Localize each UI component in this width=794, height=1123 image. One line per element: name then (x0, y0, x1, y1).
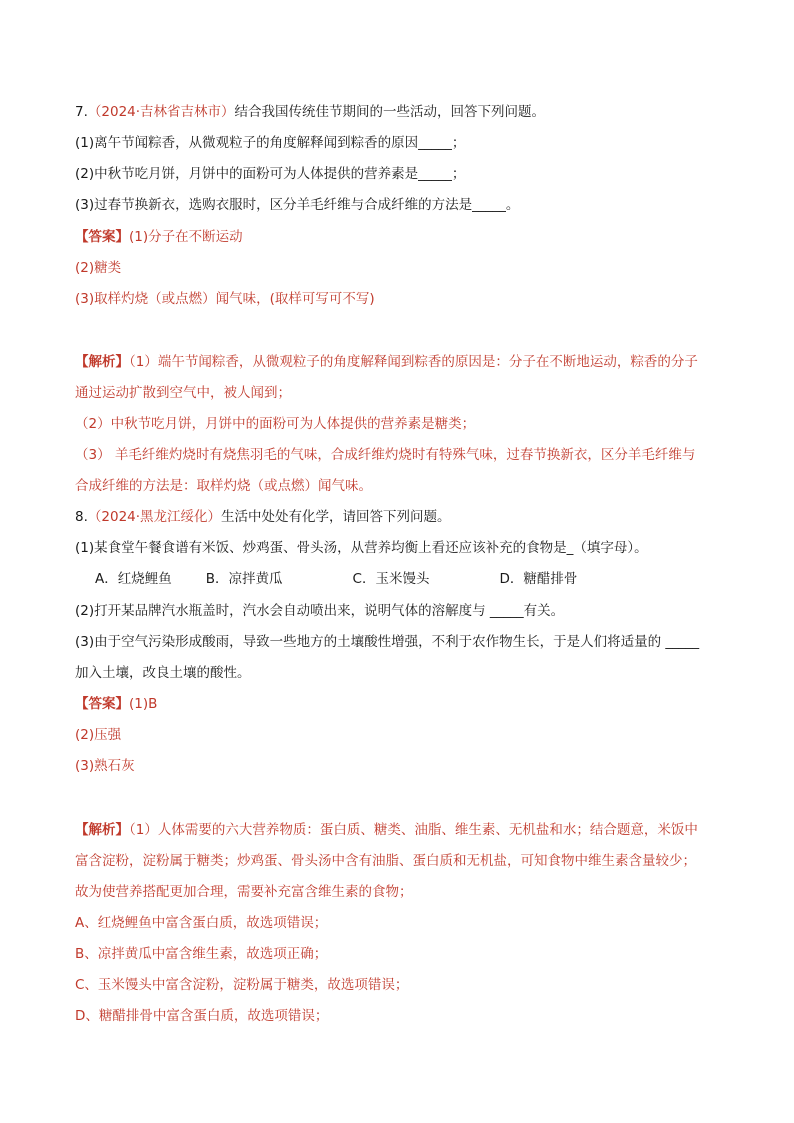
q7-analysis1b: 通过运动扩散到空气中，被人闻到； (75, 385, 291, 401)
q7-analysis3b: 合成纤维的方法是：取样灼烧（或点燃）闻气味。 (75, 478, 372, 494)
q8-source: （2024·黑龙江绥化） (87, 509, 222, 525)
q7-analysis2: （2）中秋节吃月饼，月饼中的面粉可为人体提供的营养素是糖类； (75, 416, 476, 432)
q8-analysis-option-c: C、玉米馒头中富含淀粉，淀粉属于糖类，故选项错误； (75, 977, 409, 993)
q7-part3: (3)过春节换新衣，选购衣服时，区分羊毛纤维与合成纤维的方法是_____。 (75, 197, 520, 213)
q8-number: 8. (75, 509, 88, 525)
q8-option-a: A．红烧鲤鱼 (95, 571, 172, 587)
q8-part3b: 加入土壤，改良土壤的酸性。 (75, 665, 251, 681)
q8-analysis-tag: 【解析】 (75, 822, 129, 838)
q7-answer3: (3)取样灼烧（或点燃）闻气味，(取样可写可不写) (75, 291, 375, 307)
q8-part2: (2)打开某品牌汽水瓶盖时，汽水会自动喷出来，说明气体的溶解度与 _____有关。 (75, 603, 565, 619)
q8-options (95, 570, 611, 590)
q8-analysis-option-d: D、糖醋排骨中富含蛋白质，故选项错误； (75, 1008, 329, 1024)
q8-stem: 生活中处处有化学，请回答下列问题。 (221, 509, 451, 525)
q8-answer-tag: 【答案】 (75, 696, 129, 712)
q7-analysis-line1 (75, 353, 698, 373)
q8-option-b: B．凉拌黄瓜 (205, 571, 283, 587)
q8-answer-line1 (75, 695, 157, 715)
q8-analysis-line1 (75, 821, 698, 841)
q7-stem: 结合我国传统佳节期间的一些活动，回答下列问题。 (234, 104, 546, 120)
q8-answer2: (2)压强 (75, 727, 122, 743)
q8-header (75, 508, 451, 528)
q7-answer1: (1)分子在不断运动 (129, 229, 243, 245)
q7-analysis1a: （1）端午节闻粽香，从微观粒子的角度解释闻到粽香的原因是：分子在不断地运动，粽香的分子 (129, 354, 698, 370)
q8-analysis1b: 富含淀粉，淀粉属于糖类；炒鸡蛋、骨头汤中含有油脂、蛋白质和无机盐，可知食物中维生素含量较少； (75, 853, 696, 869)
q8-answer3: (3)熟石灰 (75, 758, 135, 774)
q8-analysis-option-a: A、红烧鲤鱼中富含蛋白质，故选项错误； (75, 915, 328, 931)
q7-answer-line1 (75, 228, 243, 248)
q7-number: 7. (75, 104, 88, 120)
q7-answer2: (2)糖类 (75, 260, 122, 276)
q7-source: （2024·吉林省吉林市） (87, 104, 235, 120)
q8-part1: (1)某食堂午餐食谱有米饭、炒鸡蛋、骨头汤，从营养均衡上看还应该补充的食物是_（填字母）。 (75, 540, 648, 556)
q8-analysis-option-b: B、凉拌黄瓜中富含维生素，故选项正确； (75, 946, 328, 962)
q8-part3a: (3)由于空气污染形成酸雨，导致一些地方的土壤酸性增强，不利于农作物生长，于是人们将适量的 _____ (75, 634, 700, 650)
q8-analysis1a: （1）人体需要的六大营养物质：蛋白质、糖类、油脂、维生素、无机盐和水；结合题意，米饭中 (129, 822, 698, 838)
q8-analysis1c: 故为使营养搭配更加合理，需要补充富含维生素的食物； (75, 884, 413, 900)
q7-part2: (2)中秋节吃月饼，月饼中的面粉可为人体提供的营养素是_____； (75, 166, 466, 182)
q7-header (75, 103, 545, 123)
q7-part1: (1)离午节闻粽香，从微观粒子的角度解释闻到粽香的原因_____； (75, 135, 466, 151)
q8-option-c: C．玉米馒头 (352, 571, 430, 587)
q7-analysis-tag: 【解析】 (75, 354, 129, 370)
q7-analysis3a: （3） 羊毛纤维灼烧时有烧焦羽毛的气味，合成纤维灼烧时有特殊气味，过春节换新衣，区分羊毛纤维与 (75, 447, 696, 463)
q7-answer-tag: 【答案】 (75, 229, 129, 245)
q8-option-d: D．糖醋排骨 (499, 571, 578, 587)
q8-answer1: (1)B (129, 696, 158, 712)
